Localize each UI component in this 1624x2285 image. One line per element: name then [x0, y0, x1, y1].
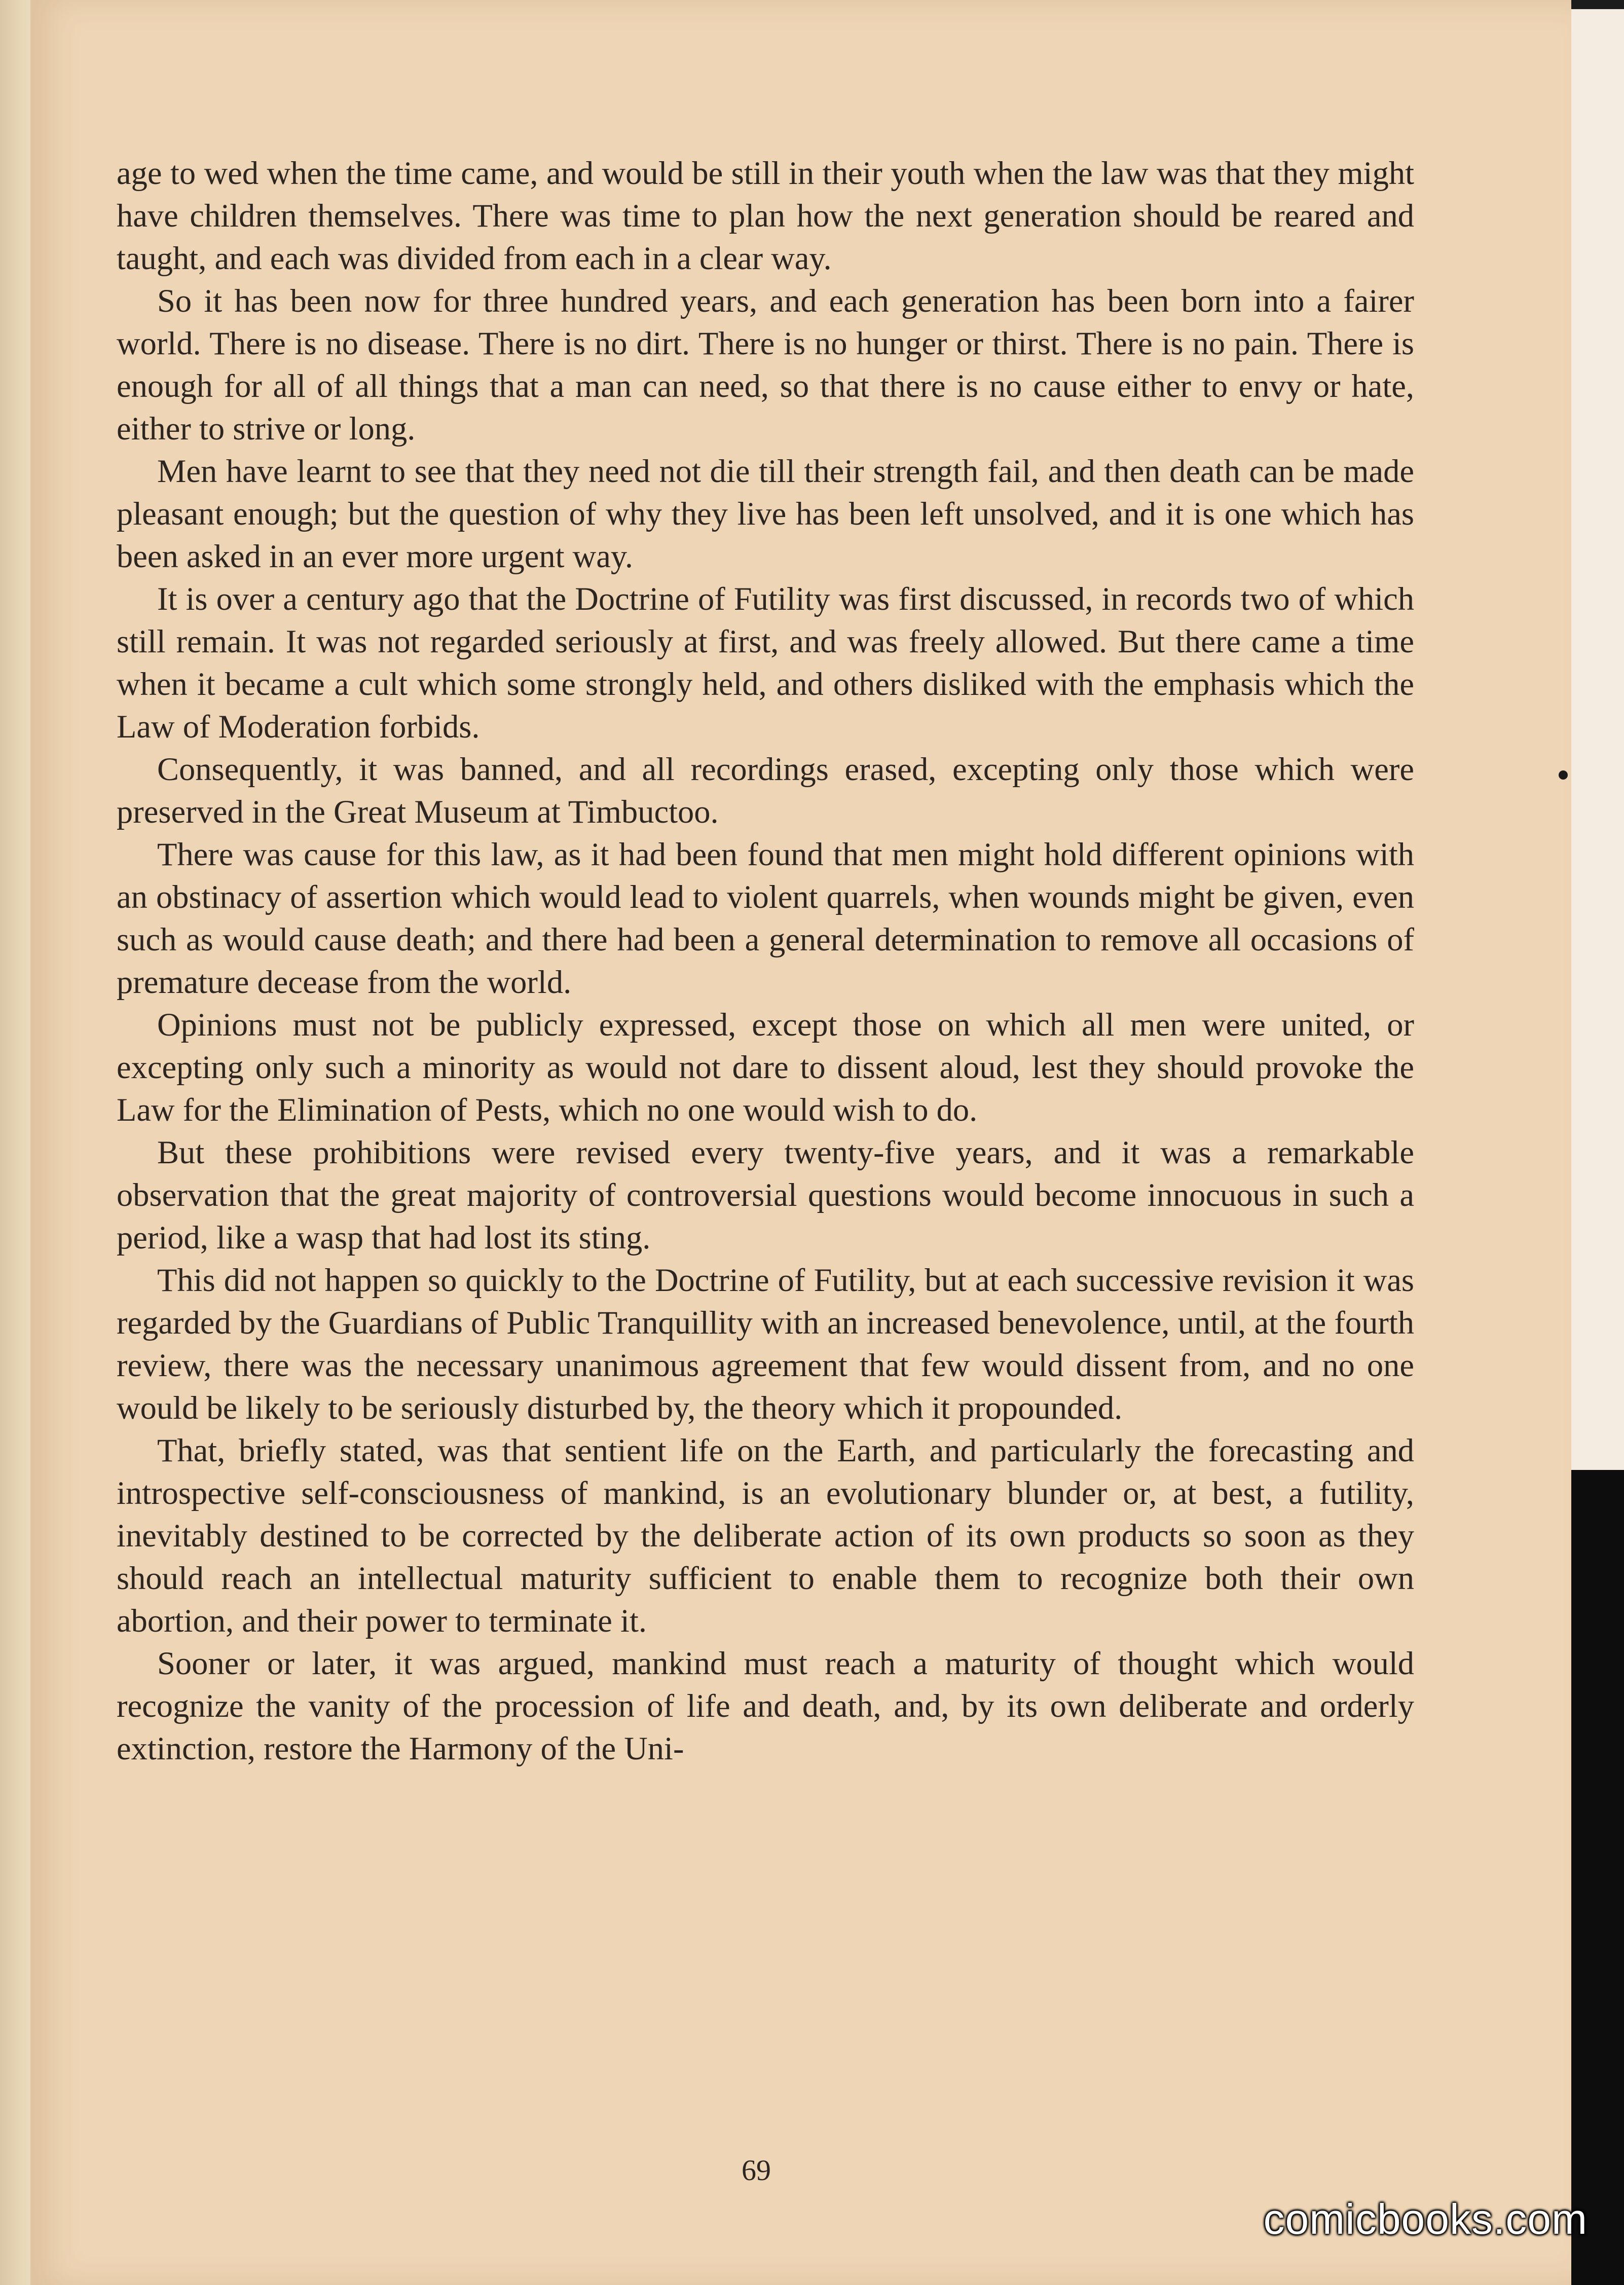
paragraph: So it has been now for three hundred years, and each generation has been born into a fairer world. There is no disease. There is no dirt. There is no hunger or thirst. There is no pain. There is enough for all of all things that a man can need, so that there is no cause either to envy or hate, either to strive or long. — [117, 283, 1414, 447]
paragraph: Consequently, it was banned, and all recordings erased, excepting only those which were preserved in the Great Museum at Timbuctoo. — [117, 751, 1414, 830]
page-number-container — [0, 2153, 1624, 2187]
paragraph: That, briefly stated, was that sentient life on the Earth, and particularly the forecasting and introspective self-consciousness of mankind, is an evolutionary blunder or, at best, a futility, inevitably destined to be corrected by the deliberate action of its own products so soon as they should reach an intellectual maturity sufficient to enable them to recognize both their own abortion, and their power to terminate it. — [117, 1432, 1414, 1639]
watermark-text: comicbooks.com — [1263, 2195, 1588, 2243]
paragraph: But these prohibitions were revised every twenty-five years, and it was a remarkable observation that the great majority of controversial questions would become innocuous in such a period, like a wasp that had lost its sting. — [117, 1134, 1414, 1256]
scan-right-margin — [1571, 0, 1624, 1470]
page-text — [117, 152, 1414, 1770]
paragraph: age to wed when the time came, and would be still in their youth when the law was that they might have children themselves. There was time to plan how the next generation should be reared and taught, and each was divided from each in a clear way. — [117, 155, 1414, 276]
paragraph: Sooner or later, it was argued, mankind must reach a maturity of thought which would recognize the vanity of the procession of life and death, and, by its own deliberate and orderly extinction, restore the Harmony of the Uni- — [117, 1645, 1414, 1766]
paragraph: Opinions must not be publicly expressed, except those on which all men were united, or excepting only such a minority as would not dare to dissent aloud, lest they should provoke the Law for the Elimination of Pests, which no one would wish to do. — [117, 1007, 1414, 1128]
paragraph: This did not happen so quickly to the Doctrine of Futility, but at each successive revision it was regarded by the Guardians of Public Tranquillity with an increased benevolence, until, at the fourth review, there was the necessary unanimous agreement that few would dissent from, and no one would be likely to be seriously disturbed by, the theory which it propounded. — [117, 1262, 1414, 1426]
paragraph: There was cause for this law, as it had been found that men might hold different opinions with an obstinacy of assertion which would lead to violent quarrels, when wounds might be given, even such as would cause death; and there had been a general determination to remove all occasions of premature decease from the world. — [117, 836, 1414, 1000]
paragraph: It is over a century ago that the Doctrine of Futility was first discussed, in records two of which still remain. It was not regarded seriously at first, and was freely allowed. But there came a time when it became a cult which some strongly held, and others disliked with the emphasis which the Law of Moderation forbids. — [117, 581, 1414, 745]
scan-speck — [1559, 770, 1568, 780]
page-number: 69 — [742, 2154, 771, 2187]
paragraph: Men have learnt to see that they need not die till their strength fail, and then death can be made pleasant enough; but the question of why they live has been left unsolved, and it is one which has been asked in an ever more urgent way. — [117, 453, 1414, 574]
